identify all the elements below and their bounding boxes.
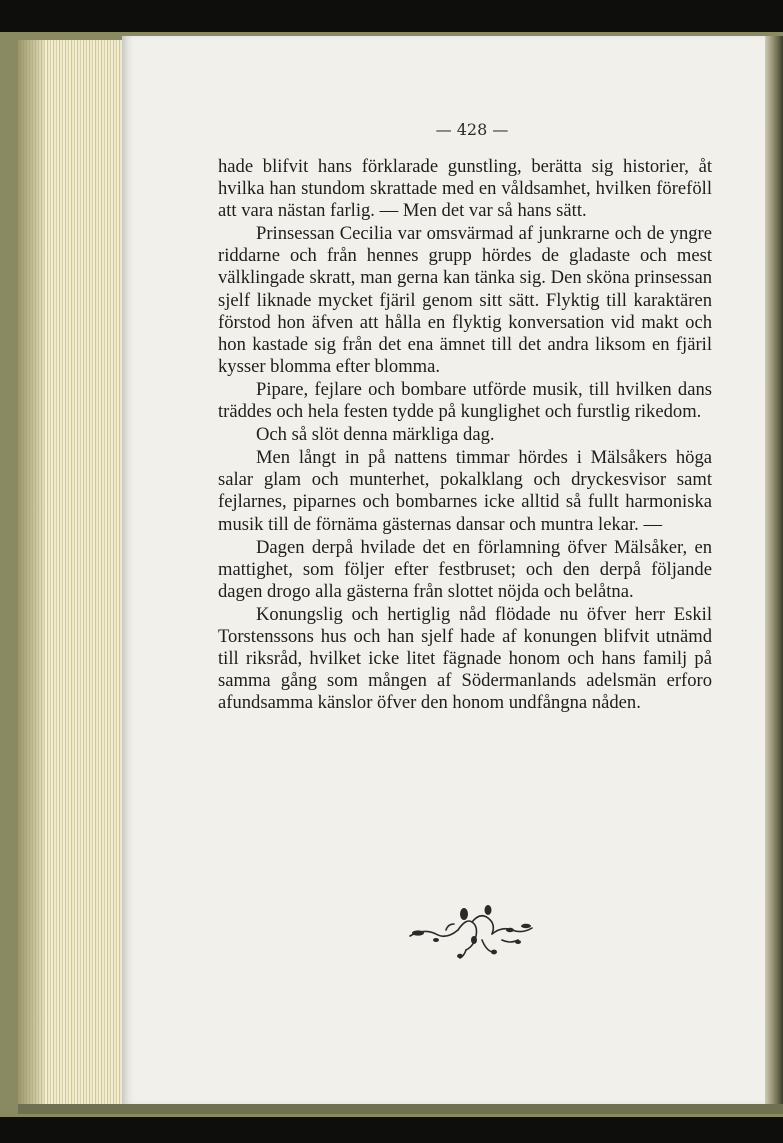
body-text bbox=[218, 156, 712, 714]
paragraph-4: Och så slöt denna märkliga dag. bbox=[256, 424, 495, 446]
paragraph-7: Konungslig och hertiglig nåd flödade nu öfver herr Eskil Torstenssons hus och han sjelf hade af konungen blifvit utnämd till riksråd, hvilket icke litet fägnade honom och hans familj på samma gång som mången af Södermanlands adelsmän erforo afundsamma känslor öfver den honom undfångna nåden. bbox=[218, 603, 712, 714]
page-number: — 428 — bbox=[435, 120, 509, 139]
bottom-page-edge bbox=[18, 1104, 783, 1114]
book-page bbox=[122, 36, 770, 1104]
right-page-edge bbox=[765, 36, 783, 1108]
page-edges-shadow bbox=[18, 40, 44, 1110]
paragraph-1: hade blifvit hans förklarade gunstling, berätta sig historier, åt hvilka han stundom skrattade med en våldsamhet, hvilken föreföll att vara nästan farlig. — Men det var så hans sätt. bbox=[218, 156, 712, 222]
paragraph-6: Dagen derpå hvilade det en förlamning öfver Mälsåker, en mattighet, som följer efter festbruset; och den derpå följande dagen drogo alla gästerna från slottet nöjda och belåtna. bbox=[218, 536, 712, 602]
floral-ornament-icon bbox=[406, 900, 536, 960]
paragraph-3: Pipare, fejlare och bombare utförde musik, till hvilken dans träddes och hela festen tydde på kunglighet och furstlig rikedom. bbox=[218, 378, 712, 423]
paragraph-2: Prinsessan Cecilia var omsvärmad af junkrarne och de yngre riddarne och från hennes grupp hördes de gladaste och mest välklingade skratt, man gerna kan tänka sig. Den sköna prinsessan sjelf liknade mycket fjäril genom sitt sätt. Flyktig till karaktären förstod hon äfven att hålla en flyktig konversation vid makt och hon kastade sig från det ena ämnet till det andra liksom en fjäril kysser blomma efter blomma. bbox=[218, 223, 712, 377]
paragraph-5: Men långt in på nattens timmar hördes i Mälsåkers höga salar glam och munterhet, pokalklang och dryckesvisor samt fejlarnes, piparnes och bombarnes icke alltid så fullt harmoniska musik till de förnäma gästernas dansar och muntra lekar. — bbox=[218, 447, 712, 535]
